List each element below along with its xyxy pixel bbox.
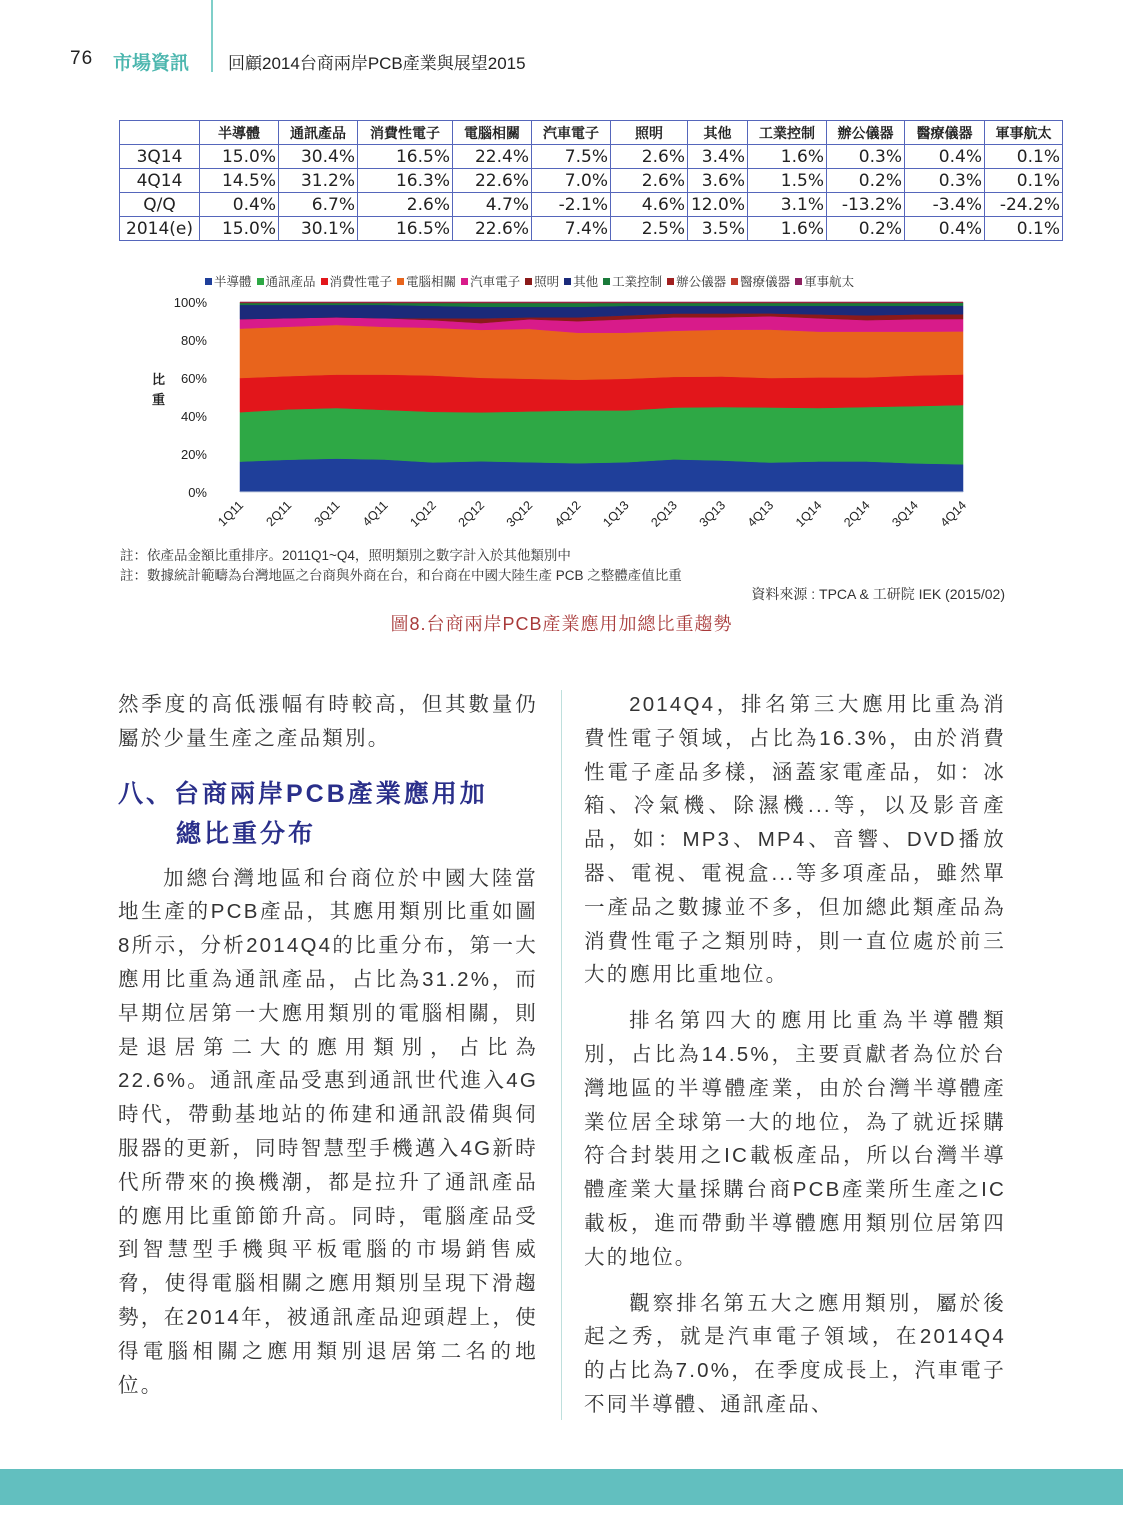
page-number: 76 xyxy=(70,48,94,69)
table-cell: 2.6% xyxy=(611,145,688,169)
section-heading-line-2: 總比重分布 xyxy=(176,819,317,848)
column-header: 辦公儀器 xyxy=(827,121,905,145)
area-series-3 xyxy=(240,325,963,380)
table-cell: 2.5% xyxy=(611,217,688,241)
legend-label: 通訊產品 xyxy=(265,275,316,289)
legend-item xyxy=(795,272,854,290)
legend-item xyxy=(205,272,252,290)
area-series-1 xyxy=(240,405,963,464)
column-header: 電腦相關 xyxy=(453,121,532,145)
footer-band xyxy=(0,1469,1123,1505)
column-header xyxy=(120,121,200,145)
table-cell: 15.0% xyxy=(200,145,279,169)
legend-label: 電腦相關 xyxy=(406,275,457,289)
table-cell: 16.3% xyxy=(358,169,453,193)
header-divider xyxy=(211,0,213,72)
table-cell: 16.5% xyxy=(358,145,453,169)
y-tick-label: 60% xyxy=(180,371,207,386)
column-header: 其他 xyxy=(688,121,748,145)
y-axis-title: 比重 xyxy=(152,372,166,407)
x-tick-label: 1Q14 xyxy=(792,498,825,530)
paragraph: 2014Q4，排名第三大應用比重為消費性電子領域，占比為16.3%，由於消費性電子產品多樣，涵蓋家電產品，如：冰箱、冷氣機、除濕機...等，以及影音產品，如：MP3、MP4、音響、DVD播放器、電視、電視盒...等多項產品，雖然單一產品之數據並不多，但加總此類產品為消費性電子之類別時，則一直位處於前三大的應用比重地位。 xyxy=(584,693,1006,987)
table-cell: 4.6% xyxy=(611,193,688,217)
legend-label: 醫療儀器 xyxy=(740,275,791,289)
legend-swatch xyxy=(205,278,212,285)
figure-title: 圖8.台商兩岸PCB產業應用加總比重趨勢 xyxy=(390,614,733,634)
legend-item xyxy=(461,272,520,290)
legend-swatch xyxy=(525,278,532,285)
legend-item xyxy=(667,272,726,290)
x-tick-label: 3Q12 xyxy=(503,498,536,530)
legend-swatch xyxy=(731,278,738,285)
table-cell: 30.1% xyxy=(279,217,358,241)
legend-swatch xyxy=(397,278,404,285)
table-cell: 0.2% xyxy=(827,169,905,193)
x-tick-label: 2Q14 xyxy=(841,498,873,530)
y-tick-label: 80% xyxy=(180,333,207,348)
table-cell: 0.4% xyxy=(200,193,279,217)
column-header: 通訊產品 xyxy=(279,121,358,145)
legend-item xyxy=(525,272,559,290)
legend-swatch xyxy=(461,278,468,285)
legend-swatch xyxy=(603,278,610,285)
x-tick-label: 4Q11 xyxy=(359,498,391,530)
table-cell: 30.4% xyxy=(279,145,358,169)
x-tick-label: 4Q13 xyxy=(744,498,777,530)
row-header: 2014(e) xyxy=(120,217,200,241)
table-cell: 3.1% xyxy=(748,193,827,217)
table-cell: 22.6% xyxy=(453,169,532,193)
column-header: 消費性電子 xyxy=(358,121,453,145)
column-header: 軍事航太 xyxy=(985,121,1063,145)
column-divider xyxy=(561,690,562,1420)
table-cell: -2.1% xyxy=(532,193,611,217)
legend-label: 半導體 xyxy=(214,275,252,289)
paragraph: 然季度的高低漲幅有時較高，但其數量仍屬於少量生產之產品類別。 xyxy=(118,693,538,750)
table-cell: 3.4% xyxy=(688,145,748,169)
table-cell: 0.2% xyxy=(827,217,905,241)
section-heading-line-1: 八、台商兩岸PCB產業應用加 xyxy=(118,779,488,808)
table-cell: -3.4% xyxy=(905,193,985,217)
legend-swatch xyxy=(321,278,328,285)
x-tick-label: 2Q11 xyxy=(263,498,295,530)
table-cell: 22.6% xyxy=(453,217,532,241)
legend-item xyxy=(321,272,393,290)
legend-item xyxy=(731,272,790,290)
section-name: 市場資訊 xyxy=(113,53,190,74)
table-cell: 4.7% xyxy=(453,193,532,217)
x-tick-label: 3Q14 xyxy=(889,498,921,530)
x-tick-label: 4Q14 xyxy=(937,498,970,530)
legend-label: 汽車電子 xyxy=(470,275,521,289)
legend-swatch xyxy=(257,278,264,285)
table-cell: 22.4% xyxy=(453,145,532,169)
column-header: 醫療儀器 xyxy=(905,121,985,145)
table-body xyxy=(120,145,1063,241)
table-cell: 15.0% xyxy=(200,217,279,241)
table-cell: 0.1% xyxy=(985,145,1063,169)
article-column-left xyxy=(118,688,538,1402)
area-series-2 xyxy=(240,374,963,412)
legend-item xyxy=(397,272,456,290)
table-cell: 3.5% xyxy=(688,217,748,241)
table-cell: 16.5% xyxy=(358,217,453,241)
legend-label: 工業控制 xyxy=(612,275,663,289)
area-series-0 xyxy=(240,459,963,492)
x-tick-label: 3Q13 xyxy=(696,498,729,530)
chart-note-1: 註：依產品金額比重排序。2011Q1~Q4，照明類別之數字計入於其他類別中 xyxy=(120,548,571,563)
table-cell: 2.6% xyxy=(611,169,688,193)
article-column-right xyxy=(584,688,1006,1422)
column-header: 汽車電子 xyxy=(532,121,611,145)
y-tick-label: 20% xyxy=(180,447,207,462)
chart-legend xyxy=(205,272,859,290)
legend-item xyxy=(603,272,662,290)
column-header: 半導體 xyxy=(200,121,279,145)
paragraph: 觀察排名第五大之應用類別，屬於後起之秀，就是汽車電子領域，在2014Q4的占比為7.0%，在季度成長上，汽車電子不同半導體、通訊產品、 xyxy=(584,1291,1006,1416)
column-header: 照明 xyxy=(611,121,688,145)
table-row xyxy=(120,217,1063,241)
chart-source: 資料來源 : TPCA & 工研院 IEK (2015/02) xyxy=(751,586,1005,602)
table-cell: 7.5% xyxy=(532,145,611,169)
x-tick-label: 1Q13 xyxy=(600,498,632,530)
table-cell: 12.0% xyxy=(688,193,748,217)
legend-label: 其他 xyxy=(573,275,599,289)
legend-item xyxy=(564,272,598,290)
table-cell: -13.2% xyxy=(827,193,905,217)
table-cell: 2.6% xyxy=(358,193,453,217)
legend-swatch xyxy=(667,278,674,285)
x-tick-label: 1Q11 xyxy=(215,498,247,530)
x-tick-label: 2Q12 xyxy=(455,498,488,530)
x-tick-label: 1Q12 xyxy=(407,498,439,530)
table-cell: 0.4% xyxy=(905,145,985,169)
row-header: Q/Q xyxy=(120,193,200,217)
legend-item xyxy=(257,272,316,290)
chart-note-2: 註：數據統計範疇為台灣地區之台商與外商在台，和台商在中國大陸生產 PCB 之整體產值比重 xyxy=(120,568,682,583)
table-cell: 14.5% xyxy=(200,169,279,193)
legend-label: 消費性電子 xyxy=(329,275,393,289)
table-cell: 1.6% xyxy=(748,217,827,241)
x-tick-label: 4Q12 xyxy=(551,498,584,530)
table-cell: 1.5% xyxy=(748,169,827,193)
table-cell: 7.4% xyxy=(532,217,611,241)
table-cell: 0.3% xyxy=(905,169,985,193)
table-cell: 7.0% xyxy=(532,169,611,193)
table-cell: 6.7% xyxy=(279,193,358,217)
table-cell: 1.6% xyxy=(748,145,827,169)
paragraph: 加總台灣地區和台商位於中國大陸當地生產的PCB產品，其應用類別比重如圖8所示，分析2014Q4的比重分布，第一大應用比重為通訊產品，占比為31.2%，而早期位居第一大應用類別的電腦相關，則是退居第二大的應用類別，占比為22.6%。通訊產品受惠到通訊世代進入4G時代，帶動基地站的佈建和通訊設備與伺服器的更新，同時智慧型手機邁入4G新時代所帶來的換機潮，都是拉升了通訊產品的應用比重節節升高。同時，電腦產品受到智慧型手機與平板電腦的市場銷售威脅，使得電腦相關之應用類別呈現下滑趨勢，在2014年，被通訊產品迎頭趕上，使得電腦相關之應用類別退居第二名的地位。 xyxy=(118,866,538,1397)
table-cell: 0.1% xyxy=(985,169,1063,193)
table-cell: 0.4% xyxy=(905,217,985,241)
paragraph: 排名第四大的應用比重為半導體類別，占比為14.5%，主要貢獻者為位於台灣地區的半導體產業，由於台灣半導體產業位居全球第一大的地位，為了就近採購符合封裝用之IC載板產品，所以台灣半導體產業大量採購台商PCB產業所生產之IC載板，進而帶動半導體應用類別位居第四大的地位。 xyxy=(584,1009,1006,1269)
table-cell: -24.2% xyxy=(985,193,1063,217)
section-heading xyxy=(118,774,538,854)
y-tick-label: 0% xyxy=(188,485,207,500)
row-header: 4Q14 xyxy=(120,169,200,193)
legend-swatch xyxy=(795,278,802,285)
legend-label: 軍事航太 xyxy=(804,275,855,289)
table-header-row xyxy=(120,121,1063,145)
x-tick-label: 2Q13 xyxy=(648,498,680,530)
y-tick-label: 40% xyxy=(180,409,207,424)
table-row xyxy=(120,193,1063,217)
column-header: 工業控制 xyxy=(748,121,827,145)
x-tick-label: 3Q11 xyxy=(311,498,343,530)
y-tick-label: 100% xyxy=(173,295,207,310)
legend-swatch xyxy=(564,278,571,285)
table-cell: 0.3% xyxy=(827,145,905,169)
row-header: 3Q14 xyxy=(120,145,200,169)
share-table xyxy=(119,120,1063,241)
legend-label: 辦公儀器 xyxy=(676,275,727,289)
table-cell: 31.2% xyxy=(279,169,358,193)
table-row xyxy=(120,169,1063,193)
table-cell: 3.6% xyxy=(688,169,748,193)
stacked-area-chart xyxy=(140,290,990,540)
table-row xyxy=(120,145,1063,169)
article-title: 回顧2014台商兩岸PCB產業與展望2015 xyxy=(228,54,526,73)
legend-label: 照明 xyxy=(534,275,560,289)
table-cell: 0.1% xyxy=(985,217,1063,241)
